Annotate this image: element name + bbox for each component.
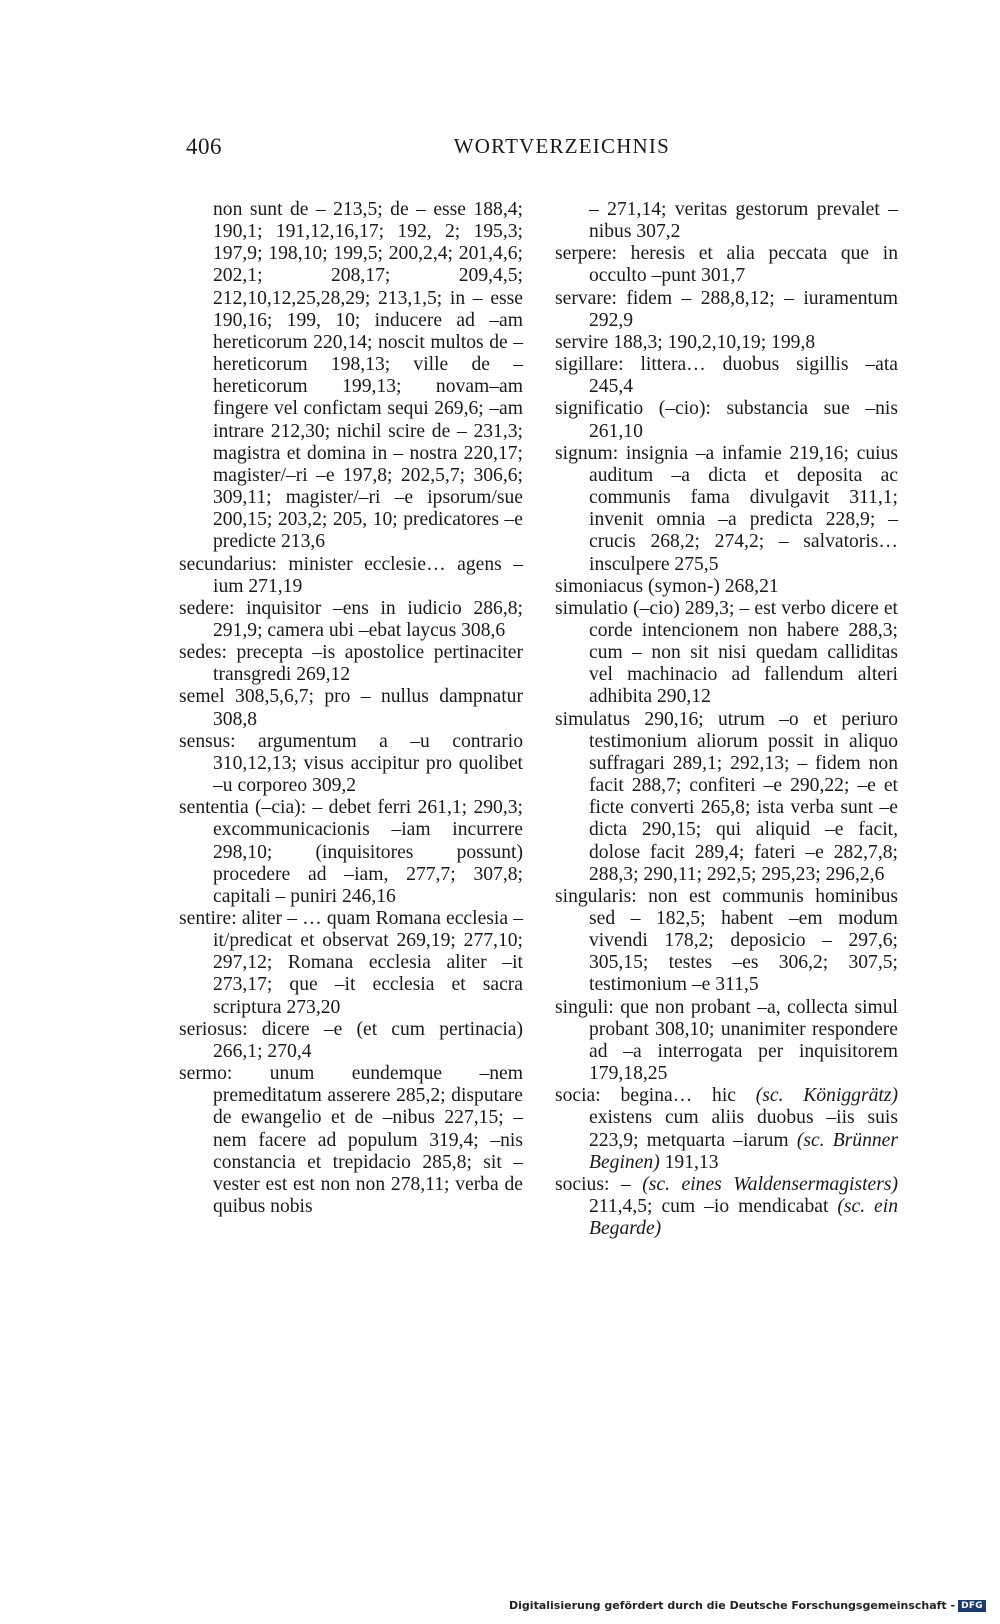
entry-text: socia: begina… hic <box>555 1085 756 1107</box>
index-entry: simulatus 290,16; utrum –o et periuro testimonium aliorum possit in aliquo suffragari 289,1; 292,13; – fidem non facit 288,7; confiteri –e 290,22; –e et ficte converti 265,8; ista verba sunt –e dicta 290,15; qui aliquid –e facit, dolose facit 289,4; fateri –e 282,7,8; 288,3; 290,11; 292,5; 295,23; 296,2,6 <box>555 708 898 885</box>
index-entry: seriosus: dicere –e (et cum pertinacia) 266,1; 270,4 <box>179 1018 523 1062</box>
index-entry: singularis: non est communis hominibus sed – 182,5; habent –em modum vivendi 178,2; deposicio – 297,6; 305,15; testes –es 306,2; 307,5; testimonium –e 311,5 <box>555 885 898 996</box>
index-entry: sigillare: littera… duobus sigillis –ata 245,4 <box>555 354 898 398</box>
entry-text: socius: – <box>555 1173 643 1195</box>
index-entry: singuli: que non probant –a, collecta simul probant 308,10; unanimiter respondere ad –a interrogata per inquisitorem 179,18,25 <box>555 996 898 1085</box>
index-entry: sensus: argumentum a –u contrario 310,12,13; visus accipitur pro quolibet –u corporeo 309,2 <box>179 730 523 797</box>
index-entry: servire 188,3; 190,2,10,19; 199,8 <box>555 331 816 353</box>
footer-credit: Digitalisierung gefördert durch die Deutsche Forschungsgemeinschaft - <box>509 1599 956 1612</box>
index-entry: significatio (–cio): substancia sue –nis 261,10 <box>555 398 898 442</box>
entry-text: 211,4,5; cum –io mendicabat <box>589 1196 838 1218</box>
page-header <box>186 134 670 170</box>
index-entry: secundarius: minister ecclesie… agens –ium 271,19 <box>179 553 523 597</box>
index-entry: simulatio (–cio) 289,3; – est verbo dicere et corde intencionem non habere 288,3; cum – non sit nisi quedam calliditas vel machinacio ad fallendum alteri adhibita 290,12 <box>555 597 898 708</box>
page-number: 406 <box>186 134 222 159</box>
index-entry: sentire: aliter – … quam Romana ecclesia –it/predicat et observat 269,19; 277,10; 297,12; Romana ecclesia aliter –it 273,17; que –it ecclesia et sacra scriptura 273,20 <box>179 908 523 1018</box>
editorial-note: (sc. eines Waldensermagisters) <box>642 1173 898 1195</box>
editorial-note: (sc. ein Begarde) <box>589 1196 898 1240</box>
left-column <box>179 199 523 1218</box>
index-entry: sedere: inquisitor –ens in iudicio 286,8; 291,9; camera ubi –ebat laycus 308,6 <box>179 597 523 641</box>
index-entry: simoniacus (symon-) 268,21 <box>555 575 779 597</box>
entry-text: 191,13 <box>659 1151 719 1173</box>
running-title: WORTVERZEICHNIS <box>453 134 670 158</box>
index-entry: sententia (–cia): – debet ferri 261,1; 290,3; excommunicacionis –iam incurrere 298,10; (inquisitores possunt) procedere ad –iam, 277,7; 307,8; capitali – puniri 246,16 <box>179 797 523 907</box>
index-entry: servare: fidem – 288,8,12; – iuramentum 292,9 <box>555 287 898 331</box>
right-column <box>555 199 898 1240</box>
editorial-note: (sc. Brünner Beginen) <box>589 1129 899 1173</box>
index-entry: semel 308,5,6,7; pro – nullus dampnatur 308,8 <box>179 686 523 730</box>
index-entry-continuation: – 271,14; veritas gestorum prevalet –nibus 307,2 <box>589 199 898 243</box>
index-entry-continuation: non sunt de – 213,5; de – esse 188,4; 190,1; 191,12,16,17; 192, 2; 195,3; 197,9; 198,10; 199,5; 200,2,4; 201,4,6; 202,1; 208,17; 209,4,5; 212,10,12,25,28,29; 213,1,5; in – esse 190,16; 199, 10; inducere ad –am hereticorum 220,14; noscit multos de – hereticorum 198,13; ville de – hereticorum 199,13; novam–am fingere vel confictam sequi 269,6; –am intrare 212,30; nichil scire de – 231,3; magistra et domina in – nostra 220,17; magister/–ri –e 197,8; 202,5,7; 306,6; 309,11; magister/–ri –e ipsorum/sue 200,15; 203,2; 205, 10; predicatores –e predicte 213,6 <box>213 199 523 553</box>
index-entry: sedes: precepta –is apostolice pertinaciter transgredi 269,12 <box>179 642 523 686</box>
entry-text: existens cum aliis duobus –iis suis 223,9; metquarta –iarum <box>589 1107 898 1151</box>
footer <box>509 1599 986 1612</box>
index-entry: sermo: unum eundemque –nem premeditatum asserere 285,2; disputare de ewangelio et de –nibus 227,15; –nem facere ad populum 319,4; –nis constancia et trepidacio 285,8; sit – vester est est non non 278,11; verba de quibus nobis <box>179 1063 523 1218</box>
index-entry: serpere: heresis et alia peccata que in occulto –punt 301,7 <box>555 243 898 287</box>
dfg-logo: DFG <box>958 1600 986 1612</box>
index-entry <box>555 1085 898 1174</box>
editorial-note: (sc. Königgrätz) <box>755 1085 898 1107</box>
index-entry <box>555 1174 898 1240</box>
index-entry: signum: insignia –a infamie 219,16; cuius auditum –a dicta et deposita ac communis fama divulgavit 311,1; invenit omnia –a predicta 228,9; – crucis 268,2; 274,2; – salvatoris… insculpere 275,5 <box>555 442 898 575</box>
